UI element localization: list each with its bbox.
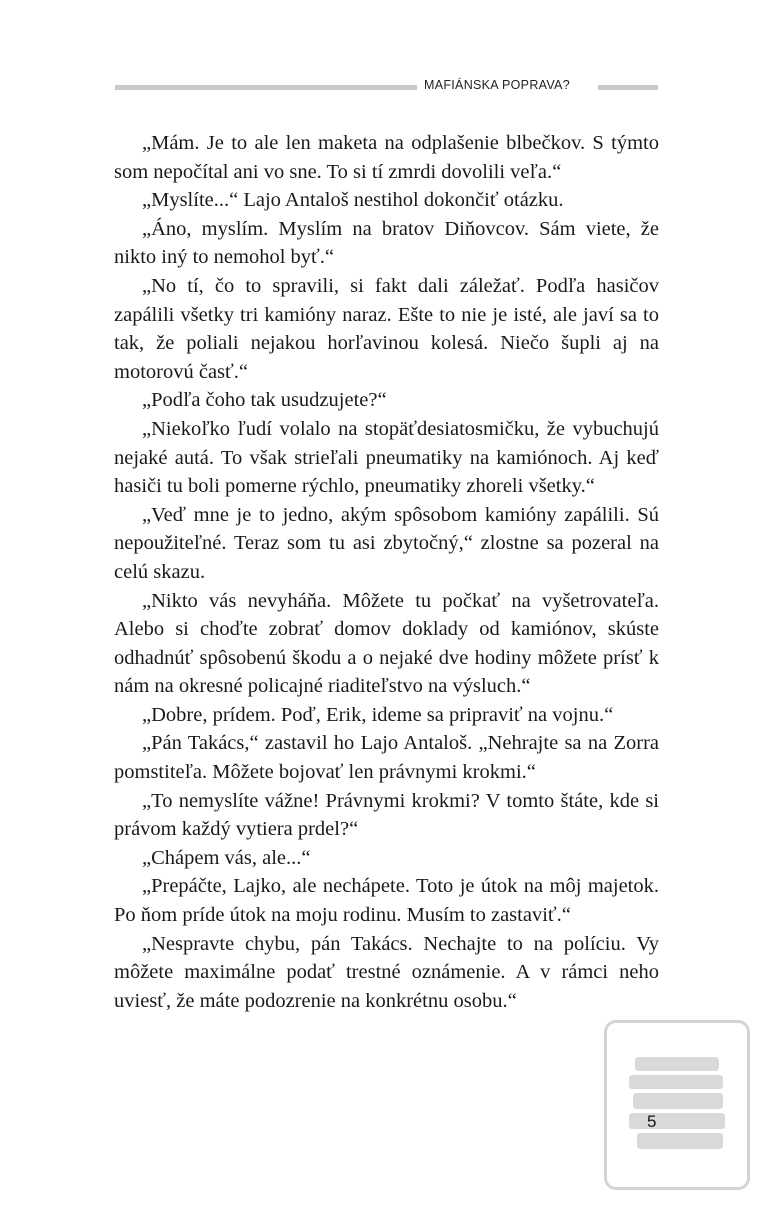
- header-rule-right: [598, 85, 658, 90]
- paragraph: „Prepáčte, Lajko, ale nechápete. Toto je útok na môj majetok. Po ňom príde útok na moju rodinu. Musím to zastaviť.“: [114, 875, 659, 927]
- running-title: MAFIÁNSKA POPRAVA?: [424, 78, 570, 92]
- paragraph: „Podľa čoho tak usudzujete?“: [142, 389, 387, 412]
- paragraph: „Dobre, prídem. Poď, Erik, ideme sa pripraviť na vojnu.“: [142, 703, 614, 726]
- paragraph: „Pán Takács,“ zastavil ho Lajo Antaloš. „Nehrajte sa na Zorra pomstiteľa. Môžete bojovať len právnymi krokmi.“: [114, 732, 659, 784]
- header-rule-left: [115, 85, 417, 90]
- paragraph: „Áno, myslím. Myslím na bratov Diňovcov. Sám viete, že nikto iný to nemohol byť.“: [114, 217, 659, 269]
- paragraph: „Mám. Je to ale len maketa na odplašenie blbečkov. S týmto som nepočítal ani vo sne. To si tí zmrdi dovolili veľa.“: [114, 132, 659, 183]
- page-number-row: [0, 1112, 777, 1134]
- stacked-books-icon: [629, 1055, 729, 1160]
- paragraph: „Chápem vás, ale...“: [142, 846, 311, 869]
- body-text: [114, 129, 659, 1015]
- page-number: 5: [647, 1112, 657, 1131]
- paragraph: „To nemyslíte vážne! Právnymi krokmi? V tomto štáte, kde si právom každý vytiera prdel?“: [114, 789, 659, 841]
- paragraph: „Niekoľko ľudí volalo na stopäťdesiatosmičku, že vybuchujú nejaké autá. To však strieľali pneumatiky na kamiónoch. Aj keď hasiči tu boli pomerne rýchlo, pneumatiky zhoreli všetky.“: [114, 417, 659, 498]
- book-preview-badge: [604, 1020, 750, 1190]
- paragraph: „Nikto vás nevyháňa. Môžete tu počkať na vyšetrovateľa. Alebo si choďte zobrať domov doklady od kamiónov, skúste odhadnúť spôsobenú škodu a o nejaké dve hodiny môžete prísť k nám na okresné policajné riaditeľstvo na výsluch.“: [114, 589, 659, 698]
- paragraph: „Veď mne je to jedno, akým spôsobom kamióny zapálili. Sú nepoužiteľné. Teraz som tu asi zbytočný,“ zlostne sa pozeral na celú skazu.: [114, 503, 659, 583]
- paragraph: „Nespravte chybu, pán Takács. Nechajte to na políciu. Vy môžete maximálne podať trestné oznámenie. A v rámci neho uviesť, že máte podozrenie na konkrétnu osobu.“: [114, 932, 659, 1012]
- paragraph: „No tí, čo to spravili, si fakt dali záležať. Podľa hasičov zapálili všetky tri kamióny naraz. Ešte to nie je isté, ale javí sa to tak, že poliali nejakou horľavinou kolesá. Niečo šupli aj na motorovú časť.“: [114, 274, 659, 383]
- paragraph: „Myslíte...“ Lajo Antaloš nestihol dokončiť otázku.: [142, 189, 564, 212]
